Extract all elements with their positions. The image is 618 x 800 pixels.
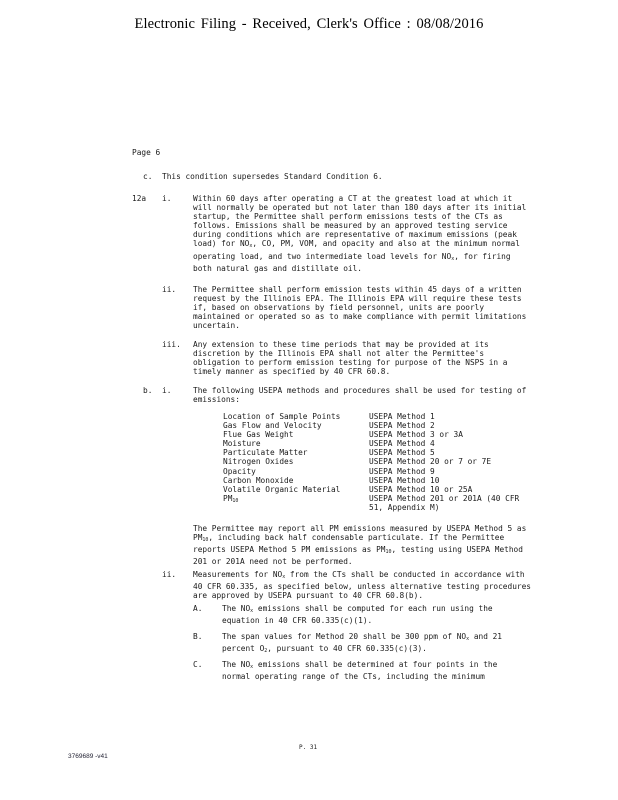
method-parameter: Gas Flow and Velocity: [223, 421, 322, 431]
item-b-ii-c-text: The $NO_x$ emissions shall be determined at four points in the normal operating range of the CTs, including the minimum: [222, 660, 498, 682]
item-12a-label: 12a: [132, 194, 147, 203]
item-b-label: b.: [143, 386, 153, 395]
item-12a-i-label: i.: [162, 194, 172, 203]
method-parameter: Nitrogen Oxides: [223, 457, 294, 467]
method-name: USEPA Method 1: [369, 412, 435, 421]
method-name: USEPA Method 20 or 7 or 7E: [369, 457, 492, 467]
page-number: P. 31: [299, 744, 318, 751]
item-b-ii-text: Measurements for $NO_x$ from the CTs shall be conducted in accordance with 40 CFR 60.335, as specified below, unless alternative testing procedures are approved by USEPA pursuant to 40 CFR 60.8(b).: [193, 570, 531, 601]
item-b-ii-label: ii.: [162, 570, 177, 579]
method-parameter: Moisture: [223, 439, 261, 449]
method-row: [223, 448, 529, 457]
method-name: USEPA Method 201 or 201A (40 CFR 51, Appendix M): [369, 493, 520, 512]
item-b-i-note: The Permittee may report all PM emissions measured by USEPA Method 5 as $PM_{10}$, including back half condensable particulate. If the Permittee reports USEPA Method 5 PM emissions as $PM_{10}$, testing using USEPA Method 201 or 201A need not be performed.: [193, 524, 527, 567]
method-parameter: Carbon Monoxide: [223, 475, 294, 485]
item-b-ii-c-label: C.: [193, 660, 203, 669]
item-b-ii-a-text: The $NO_x$ emissions shall be computed for each run using the equation in 40 CFR 60.335(c)(1).: [222, 604, 493, 626]
method-name: USEPA Method 9: [369, 466, 435, 476]
method-name: USEPA Method 10: [369, 475, 440, 485]
methods-table: [223, 412, 529, 512]
method-row: [223, 412, 529, 421]
method-name: USEPA Method 3 or 3A: [369, 430, 463, 440]
item-b-ii-a-label: A.: [193, 604, 203, 613]
method-parameter: Flue Gas Weight: [223, 430, 294, 440]
method-row: [223, 485, 529, 494]
item-c-text: This condition supersedes Standard Condition 6.: [162, 172, 383, 181]
method-name: USEPA Method 10 or 25A: [369, 484, 473, 494]
method-row: [223, 494, 529, 512]
method-parameter: Opacity: [223, 466, 256, 476]
item-b-ii-b-text: The span values for Method 20 shall be 300 ppm of $NO_x$ and 21 percent $O_2$, pursuant to 40 CFR 60.335(c)(3).: [222, 632, 502, 655]
method-row: [223, 430, 529, 439]
method-name: USEPA Method 5: [369, 448, 435, 458]
item-12a-i-text: Within 60 days after operating a CT at the greatest load at which it will normally be operated but not later than 180 days after its initial startup, the Permittee shall perform emissions tests of the CTs as follows. Emissions shall be measured by an approved testing service during conditions which are representative of maximum emissions (peak load) for $NO_x$, CO, PM, VOM, and opacity and also at the minimum normal operating load, and two intermediate load levels for $NO_x$, for firing both natural gas and distillate oil.: [193, 194, 527, 273]
method-row: [223, 421, 529, 430]
item-12a-iii-text: Any extension to these time periods that may be provided at its discretion by the Illinois EPA shall not alter the Permittee's obligation to perform emission testing for purpose of the NSPS in a timely manner as specified by 40 CFR 60.8.: [193, 340, 508, 377]
document-code: 3769689 -v41: [68, 753, 108, 760]
item-b-i-intro: The following USEPA methods and procedures shall be used for testing of emissions:: [193, 386, 527, 405]
filing-header: Electronic Filing - Received, Clerk's Office : 08/08/2016: [134, 16, 484, 32]
method-parameter: Location of Sample Points: [223, 412, 341, 421]
method-name: USEPA Method 2: [369, 421, 435, 431]
item-12a-iii-label: iii.: [162, 340, 181, 349]
item-b-ii-b-label: B.: [193, 632, 203, 641]
item-12a-ii-label: ii.: [162, 285, 177, 294]
item-b-i-label: i.: [162, 386, 172, 395]
page-label: Page 6: [132, 148, 161, 157]
method-row: [223, 457, 529, 466]
method-name: USEPA Method 4: [369, 439, 435, 449]
method-parameter: Particulate Matter: [223, 448, 308, 458]
method-row: [223, 476, 529, 485]
method-row: [223, 439, 529, 448]
item-12a-ii-text: The Permittee shall perform emission tests within 45 days of a written request by the Illinois EPA. The Illinois EPA will require these tests if, based on observations by field personnel, units are poorly maintained or operated so as to make compliance with permit limitations uncertain.: [193, 285, 527, 331]
method-parameter: Volatile Organic Material: [223, 484, 341, 494]
method-row: [223, 467, 529, 476]
method-parameter: $PM_{10}$: [223, 493, 239, 504]
item-c-label: c.: [143, 172, 153, 181]
